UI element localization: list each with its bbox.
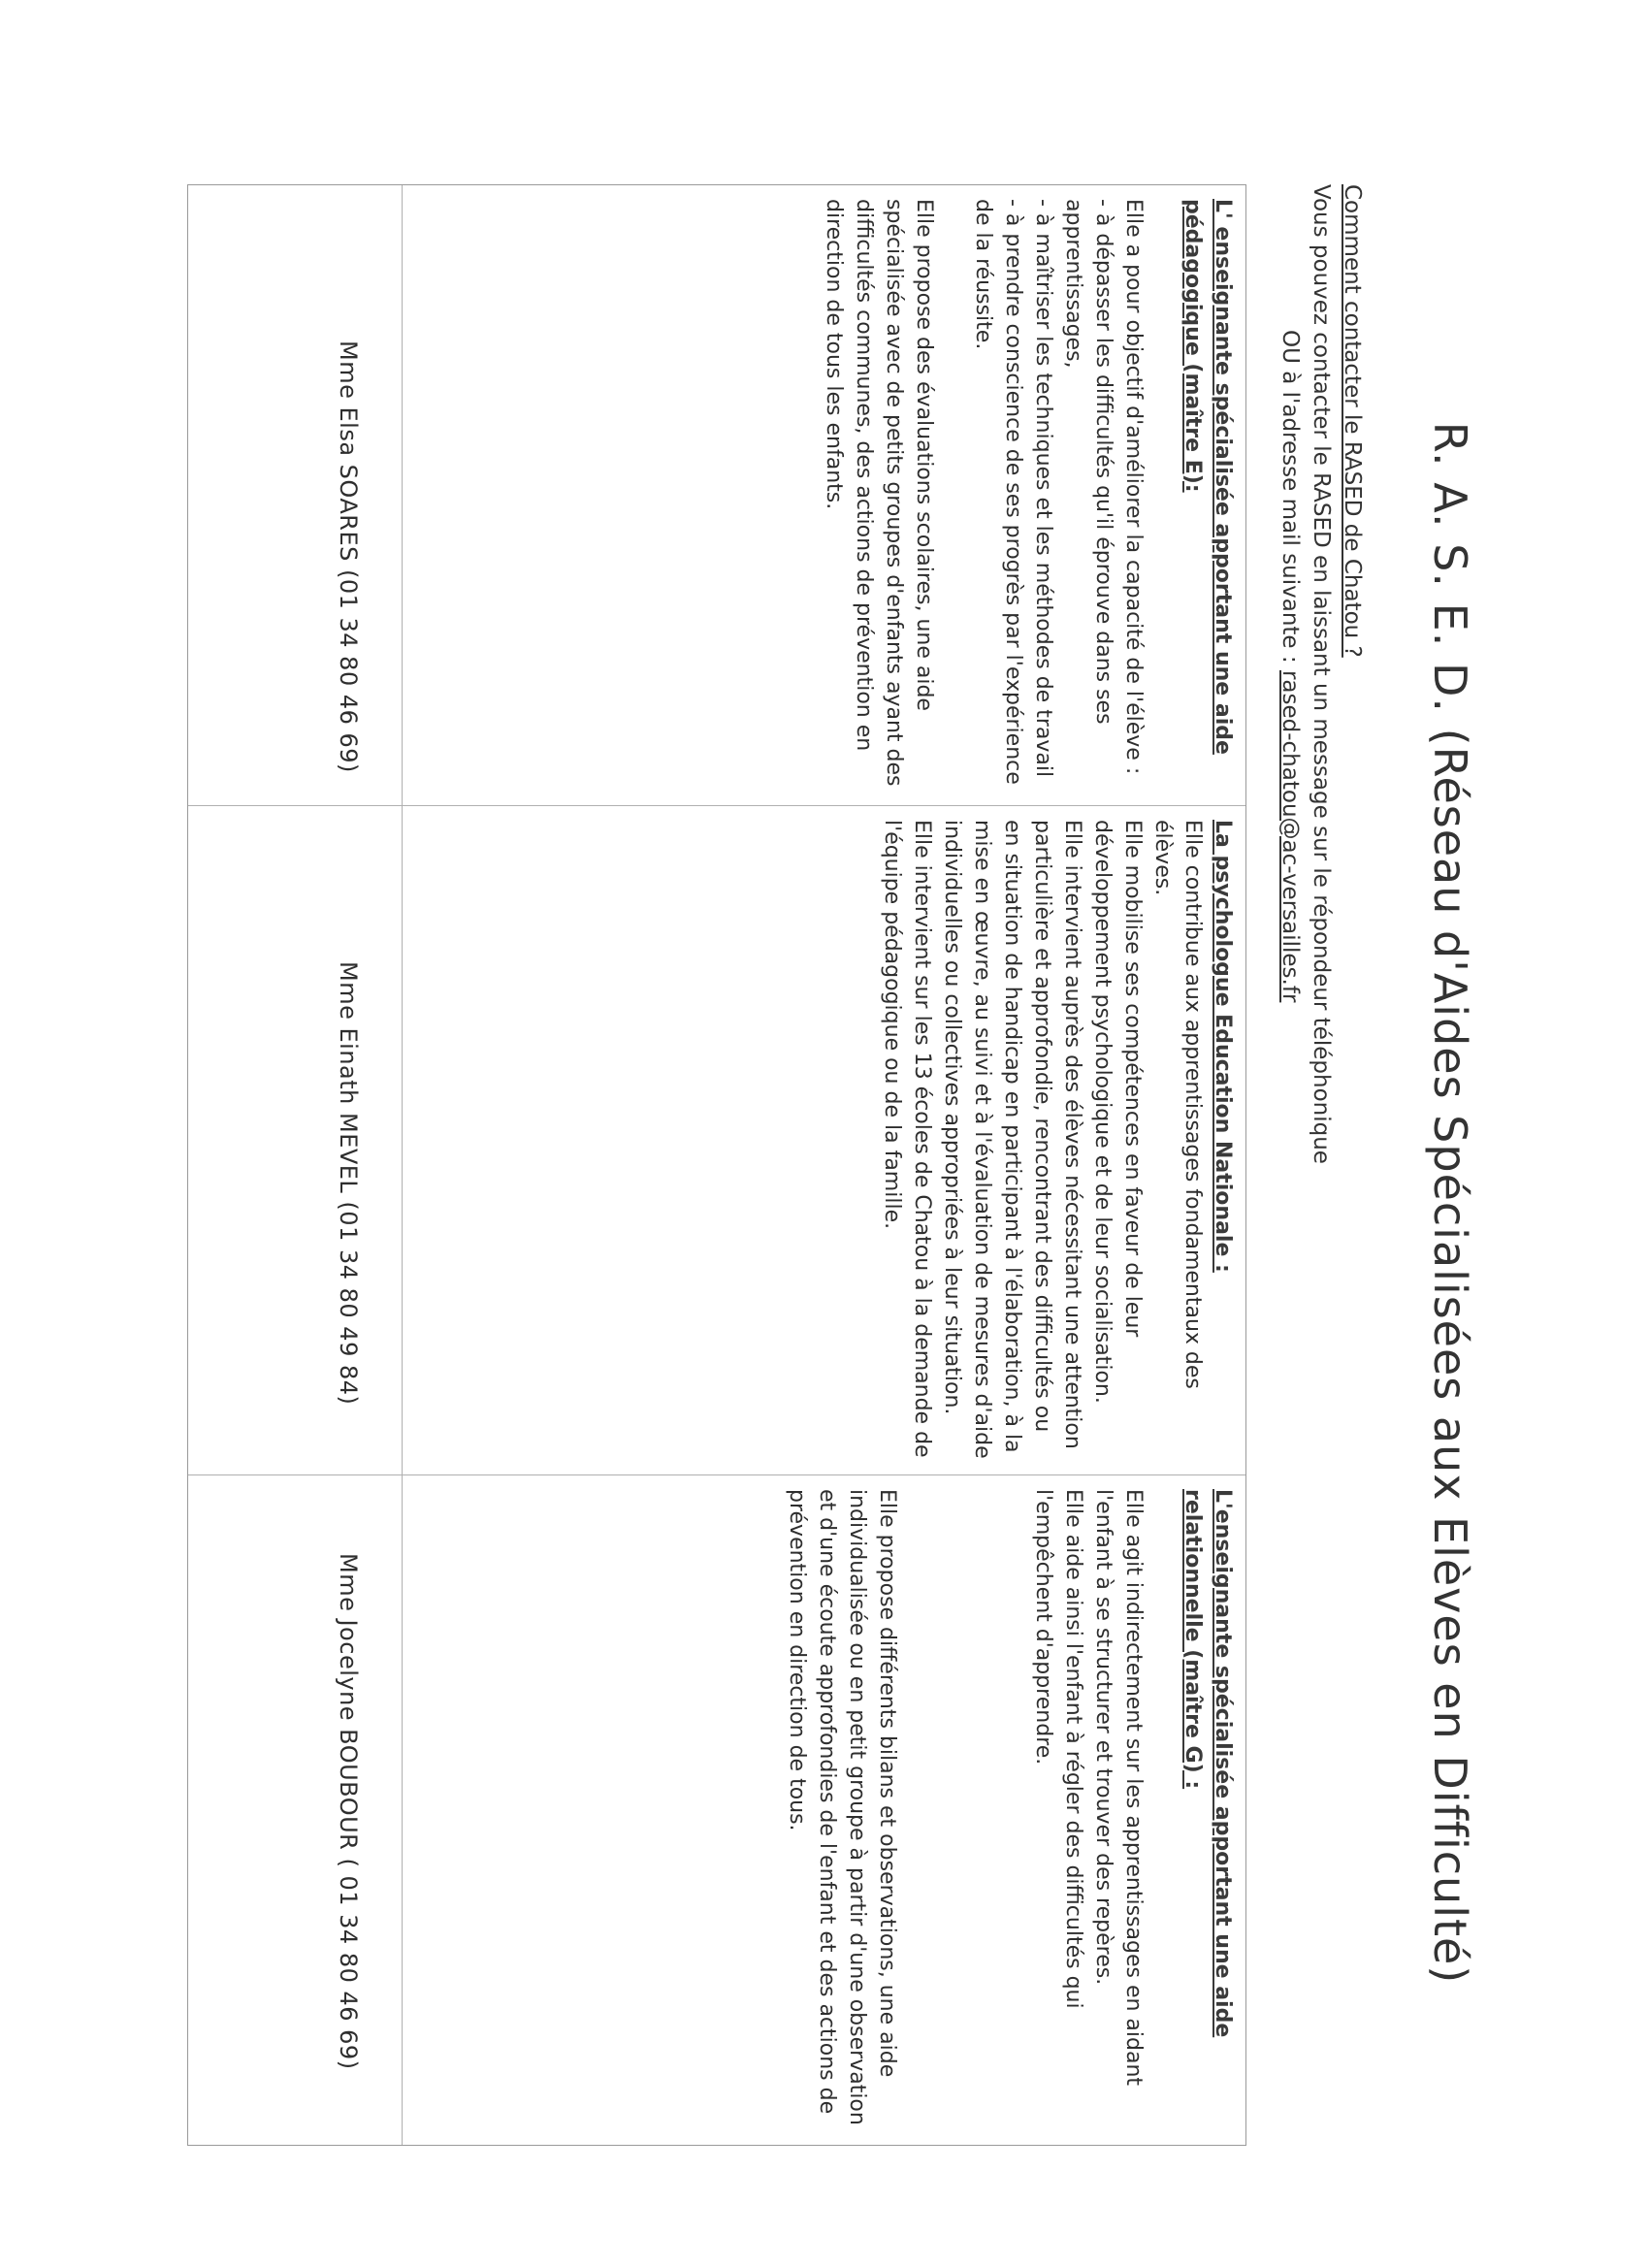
paragraph: Elle mobilise ses compétences en faveur de leur développement psychologique et de leur socialisation. [1090, 820, 1145, 1404]
contact-line-email [1275, 184, 1306, 1542]
cell-psychologue [402, 806, 1245, 1475]
paragraph: Elle propose des évaluations scolaires, une aide spécialisée avec de petits groupes d'enfants ayant des difficultés communes, des actions de prévention en direction de tous les enfants. [822, 199, 936, 787]
paragraph: Elle intervient sur les 13 écoles de Chatou à la demande de l'équipe pédagogique ou de la famille. [880, 820, 934, 1458]
contact-name-maitre-g: Mme Jocelyne BOUBOUR ( 01 34 80 46 69) [335, 1553, 362, 2070]
paragraph: - à maîtriser les techniques et les méthodes de travail [1031, 199, 1055, 778]
cell-maitre-g [402, 1475, 1245, 2145]
paragraph: Elle intervient auprès des élèves nécessitant une attention particulière et approfondie, rencontrant des difficultés ou en situation de handicap en participant à l'élaboration, à la mise en œuvre, au suivi et à l'évaluation de mesures d'aide individuelles ou collectives appropriées à leur situation. [940, 820, 1084, 1459]
contact-name-psychologue: Mme Einath MEVEL (01 34 80 49 84) [188, 806, 402, 1475]
contact-email-address: rased-chatou@ac-versailles.fr [1277, 669, 1303, 1003]
paragraph: - à dépasser les difficultés qu'il éprouve dans ses apprentissages, [1061, 199, 1116, 725]
contact-name-maitre-e: Mme Elsa SOARES (01 34 80 46 69) [188, 185, 402, 806]
paragraph: Elle a pour objectif d'améliorer la capacité de l'élève : [1121, 199, 1146, 775]
paragraph: Elle contribue aux apprentissages fondamentaux des élèves. [1150, 820, 1205, 1389]
roles-table [187, 184, 1246, 2146]
role-title-maitre-g: L'enseignante spécialisée apportant une aide relationnelle (maître G) : [1180, 1489, 1235, 2038]
contact-email-prefix: OU à l'adresse mail suivante : [1277, 330, 1303, 670]
rotated-document-sheet [155, 146, 1494, 2183]
contact-section [1275, 184, 1368, 1542]
paragraph: - à prendre conscience de ses progrès par l'expérience de la réussite. [971, 199, 1025, 785]
paragraph: Elle agit indirectement sur les apprentissages en aidant l'enfant à se structurer et trouver des repères. [1091, 1489, 1146, 2087]
paragraph: Elle propose différents bilans et observations, une aide individualisée ou en petit groupe à partir d'une observation et d'une écoute approfondies de l'enfant et des actions de prévention en direction de tous. [785, 1489, 899, 2125]
role-title-psychologue: La psychologue Education Nationale : [1211, 820, 1235, 1273]
contact-heading: Comment contacter le RASED de Chatou ? [1340, 184, 1365, 658]
role-title-maitre-e: L' enseignante spécialisée apportant une aide pédagogique (maître E): [1180, 199, 1235, 755]
paragraph: Elle aide ainsi l'enfant à régler des difficultés qui l'empêchent d'apprendre. [1031, 1489, 1085, 2009]
cell-maitre-e [402, 185, 1245, 806]
contact-line-phone: Vous pouvez contacter le RASED en laissant un message sur le répondeur téléphonique [1309, 184, 1334, 1164]
document-title: R. A. S. E. D. (Réseau d'Aides Spécialisées aux Elèves en Difficulté) [1424, 421, 1476, 1985]
